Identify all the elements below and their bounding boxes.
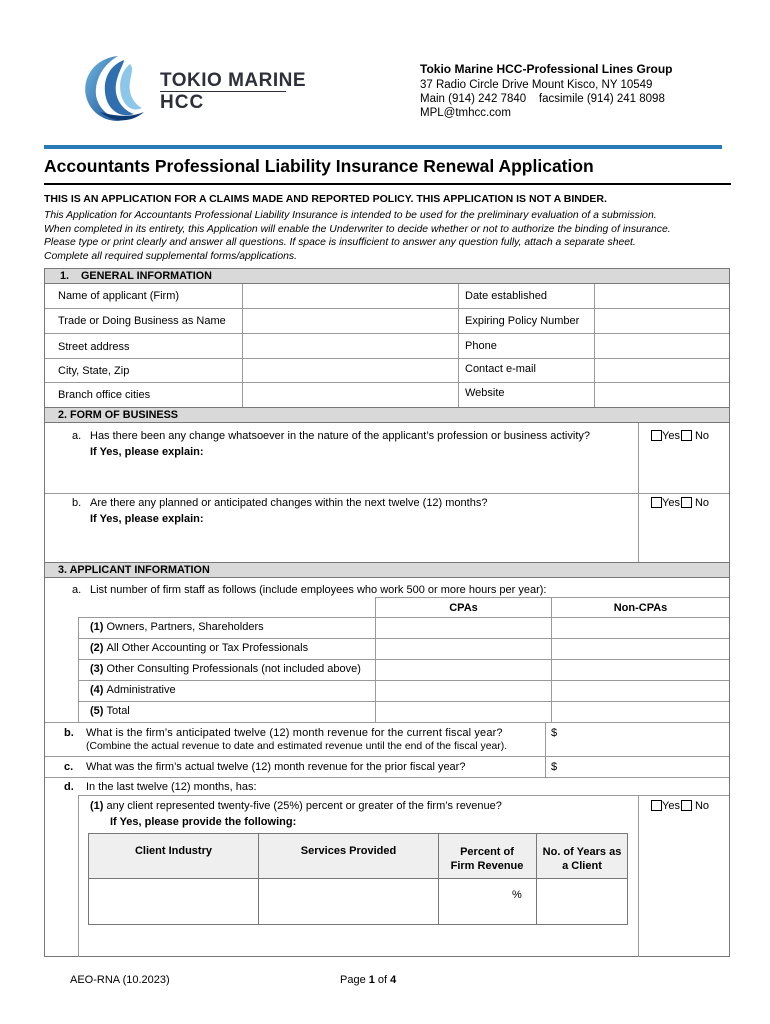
- input-percent-revenue[interactable]: [439, 879, 536, 924]
- question-3a-text: List number of firm staff as follows (include employees who work 500 or more hours per year):: [90, 584, 547, 596]
- grid-line: [545, 723, 546, 778]
- row-label: Total: [106, 705, 130, 717]
- dollar-sign: $: [551, 761, 558, 773]
- street-address: 37 Radio Circle Drive Mount Kisco, NY 10549: [420, 79, 653, 91]
- label-street-address: Street address: [58, 341, 130, 353]
- header-divider: [44, 145, 722, 149]
- question-2b-label: b.: [72, 497, 82, 509]
- grid-line: [78, 795, 729, 796]
- input-2b-explain[interactable]: [90, 527, 635, 561]
- question-2b-text: Are there any planned or anticipated changes within the next twelve (12) months?: [90, 497, 488, 509]
- section-form-of-business-header: [45, 408, 729, 423]
- input-accounting-cpas[interactable]: [376, 639, 551, 659]
- input-website[interactable]: [595, 383, 729, 407]
- input-consulting-noncpas[interactable]: [552, 660, 729, 680]
- section-number: 1.: [60, 270, 70, 282]
- section-title: 3. APPLICANT INFORMATION: [58, 564, 210, 576]
- page-current: 1: [368, 974, 375, 986]
- question-3d1-num: (1): [90, 800, 104, 812]
- yes-label: Yes: [662, 800, 680, 812]
- input-branch-cities[interactable]: [243, 383, 458, 407]
- intro-line: Please type or print clearly and answer all questions. If space is insufficient to answer any question fully, attach a separate sheet.: [44, 237, 636, 248]
- question-3d1-follow: If Yes, please provide the following:: [110, 816, 297, 828]
- question-3d1: [90, 800, 502, 812]
- page-of: of: [374, 974, 391, 986]
- input-dba-name[interactable]: [243, 309, 458, 333]
- no-label: No: [694, 497, 710, 509]
- claims-made-notice: THIS IS AN APPLICATION FOR A CLAIMS MADE AND REPORTED POLICY. THIS APPLICATION IS NOT A BINDER.: [44, 193, 607, 205]
- column-header-non-cpas: Non-CPAs: [613, 602, 668, 614]
- title-divider: [44, 183, 731, 185]
- page-number: [340, 974, 396, 986]
- input-prior-revenue[interactable]: [560, 757, 728, 777]
- page-prefix: Page: [340, 974, 369, 986]
- input-admin-cpas[interactable]: [376, 681, 551, 701]
- input-accounting-noncpas[interactable]: [552, 639, 729, 659]
- section-general-information-header: [45, 269, 729, 284]
- row-label: All Other Accounting or Tax Professionals: [106, 642, 309, 654]
- phone-numbers: Main (914) 242 7840 facsimile (914) 241 8098: [420, 93, 665, 105]
- input-owners-cpas[interactable]: [376, 618, 551, 638]
- question-3b-text: What is the firm’s anticipated twelve (12) month revenue for the current fiscal year?: [86, 727, 503, 739]
- input-consulting-cpas[interactable]: [376, 660, 551, 680]
- intro-line: When completed in its entirety, this Application will enable the Underwriter to decide whether or not to authorize the binding of insurance.: [44, 223, 671, 235]
- question-2a-explain-label: If Yes, please explain:: [90, 446, 204, 458]
- question-3c-label: c.: [64, 761, 74, 773]
- yes-no-2b: [651, 497, 709, 509]
- staff-row-number: [90, 642, 308, 654]
- input-street-address[interactable]: [243, 334, 458, 358]
- row-label: Other Consulting Professionals (not included above): [106, 663, 361, 675]
- input-years-client[interactable]: [537, 879, 627, 924]
- question-3b-subtext: (Combine the actual revenue to date and estimated revenue until the end of the fiscal year).: [86, 741, 508, 752]
- label-branch-cities: Branch office cities: [58, 389, 151, 401]
- question-3d-text: In the last twelve (12) months, has:: [86, 781, 257, 793]
- question-2b-explain-label: If Yes, please explain:: [90, 513, 204, 525]
- input-phone[interactable]: [595, 334, 729, 358]
- staff-row-number: [90, 663, 361, 675]
- form-id: AEO-RNA (10.2023): [70, 974, 170, 986]
- label-contact-email: Contact e-mail: [465, 363, 536, 375]
- row-label: Administrative: [106, 684, 176, 696]
- label-city-state-zip: City, State, Zip: [58, 365, 130, 377]
- column-header-years-client: No. of Years as a Client: [542, 846, 622, 872]
- label-applicant-name: Name of applicant (Firm): [58, 290, 180, 302]
- grid-line: [45, 493, 729, 494]
- question-3d-label: d.: [64, 781, 74, 793]
- row-label: Owners, Partners, Shareholders: [106, 621, 264, 633]
- question-3d1-text: any client represented twenty-five (25%) percent or greater of the firm’s revenue?: [106, 800, 502, 812]
- tokio-marine-emblem-icon: [78, 52, 158, 126]
- staff-row-number: [90, 621, 264, 633]
- question-3c-text: What was the firm’s actual twelve (12) month revenue for the prior fiscal year?: [86, 761, 466, 773]
- logo-text-tokio-marine: TOKIO MARINE: [160, 70, 307, 91]
- checkbox-2b-no[interactable]: [681, 497, 692, 508]
- checkbox-3d1-yes[interactable]: [651, 800, 662, 811]
- input-client-industry[interactable]: [89, 879, 258, 924]
- logo-text-hcc: HCC: [160, 92, 205, 113]
- checkbox-2a-yes[interactable]: [651, 430, 662, 441]
- grid-line: [638, 795, 639, 957]
- input-2a-explain[interactable]: [90, 460, 635, 492]
- percent-sign: %: [512, 889, 522, 901]
- column-header-services: Services Provided: [300, 845, 397, 857]
- page-title: Accountants Professional Liability Insurance Renewal Application: [44, 156, 594, 176]
- staff-row-number: [90, 684, 176, 696]
- grid-line: [375, 597, 729, 598]
- section-applicant-information-header: [45, 563, 729, 578]
- checkbox-3d1-no[interactable]: [681, 800, 692, 811]
- row-num: (3): [90, 663, 104, 675]
- input-current-revenue[interactable]: [560, 723, 728, 756]
- no-label: No: [694, 800, 710, 812]
- checkbox-2a-no[interactable]: [681, 430, 692, 441]
- grid-line: [45, 777, 729, 778]
- checkbox-2b-yes[interactable]: [651, 497, 662, 508]
- company-address-block: [420, 62, 672, 120]
- yes-label: Yes: [662, 430, 680, 442]
- intro-paragraph: [44, 209, 734, 263]
- input-services-provided[interactable]: [259, 879, 438, 924]
- input-expiring-policy[interactable]: [595, 309, 729, 333]
- input-total-cpas[interactable]: [376, 702, 551, 722]
- column-header-percent-revenue: Percent of Firm Revenue: [450, 846, 524, 872]
- grid-line: [78, 617, 79, 723]
- company-email[interactable]: MPL@tmhcc.com: [420, 107, 511, 119]
- yes-no-2a: [651, 430, 709, 442]
- section-title: 2. FORM OF BUSINESS: [58, 409, 178, 421]
- company-name: Tokio Marine HCC-Professional Lines Group: [420, 62, 673, 76]
- row-num: (1): [90, 621, 104, 633]
- section-title: GENERAL INFORMATION: [81, 270, 212, 282]
- label-phone: Phone: [465, 340, 497, 352]
- label-website: Website: [465, 387, 505, 399]
- yes-no-3d1: [651, 800, 709, 812]
- question-2a-label: a.: [72, 430, 82, 442]
- label-date-established: Date established: [465, 290, 547, 302]
- column-header-cpas: CPAs: [449, 602, 478, 614]
- label-dba-name: Trade or Doing Business as Name: [58, 315, 226, 327]
- input-city-state-zip[interactable]: [243, 359, 458, 382]
- input-date-established[interactable]: [595, 285, 729, 308]
- grid-line: [458, 284, 459, 407]
- input-admin-noncpas[interactable]: [552, 681, 729, 701]
- input-contact-email[interactable]: [595, 359, 729, 382]
- row-num: (2): [90, 642, 104, 654]
- row-num: (5): [90, 705, 104, 717]
- yes-label: Yes: [662, 497, 680, 509]
- dollar-sign: $: [551, 727, 558, 739]
- question-3b-label: b.: [64, 727, 74, 739]
- no-label: No: [694, 430, 710, 442]
- page-total: 4: [390, 974, 397, 986]
- intro-line: Complete all required supplemental forms/applications.: [44, 250, 297, 262]
- question-2a-text: Has there been any change whatsoever in the nature of the applicant’s profession or business activity?: [90, 430, 590, 442]
- row-num: (4): [90, 684, 104, 696]
- question-3a-label: a.: [72, 584, 82, 596]
- intro-line: This Application for Accountants Professional Liability Insurance is intended to be used for the preliminary evaluation of a submission.: [44, 210, 657, 221]
- staff-row-number: [90, 705, 130, 717]
- column-header-client-industry: Client Industry: [134, 845, 212, 857]
- input-applicant-name[interactable]: [243, 285, 458, 308]
- input-total-noncpas[interactable]: [552, 702, 729, 722]
- input-owners-noncpas[interactable]: [552, 618, 729, 638]
- grid-line: [78, 795, 79, 957]
- label-expiring-policy: Expiring Policy Number: [465, 315, 580, 327]
